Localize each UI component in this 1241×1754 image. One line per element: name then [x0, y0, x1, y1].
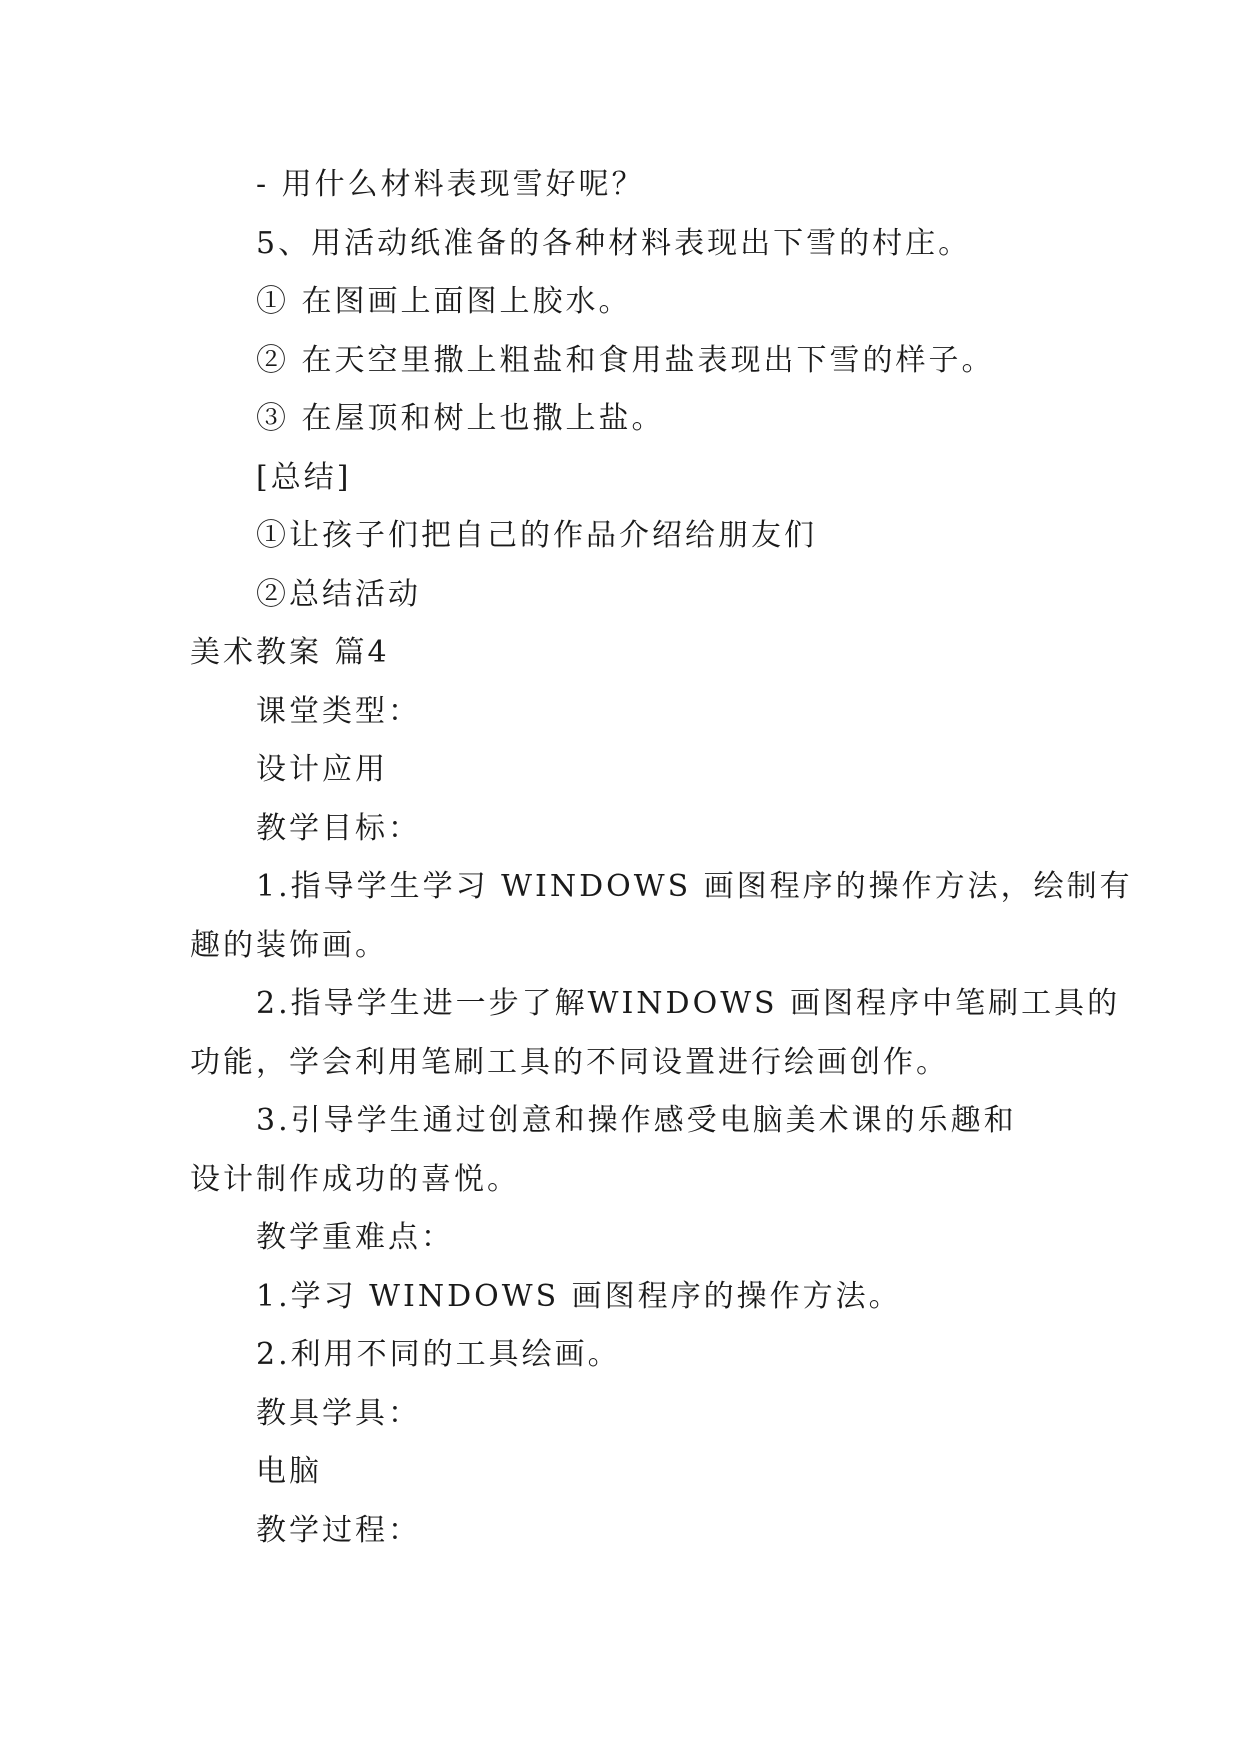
section-heading: [总结] — [256, 460, 352, 495]
text-line: 课堂类型： — [256, 694, 421, 729]
text-line: 功能，学会利用笔刷工具的不同设置进行绘画创作。 — [190, 1045, 949, 1080]
text-line: 教学目标： — [256, 811, 421, 846]
text-line: 5、用活动纸准备的各种材料表现出下雪的村庄。 — [256, 226, 972, 261]
text-line: ③ 在屋顶和树上也撒上盐。 — [256, 401, 665, 436]
text-line: ②总结活动 — [256, 577, 421, 612]
text-line: 1.指导学生学习 WINDOWS 画图程序的操作方法，绘制有 — [256, 869, 1133, 904]
text-line: ①让孩子们把自己的作品介绍给朋友们 — [256, 518, 817, 553]
section-title: 美术教案 篇4 — [190, 635, 390, 670]
text-line: 2.指导学生进一步了解WINDOWS 画图程序中笔刷工具的 — [256, 986, 1121, 1021]
text-line: 2.利用不同的工具绘画。 — [256, 1337, 621, 1372]
text-line: 教具学具： — [256, 1396, 421, 1431]
text-line: 电脑 — [256, 1454, 322, 1489]
text-line: ② 在天空里撒上粗盐和食用盐表现出下雪的样子。 — [256, 343, 995, 378]
text-line: - 用什么材料表现雪好呢？ — [256, 167, 645, 202]
text-line: 3.引导学生通过创意和操作感受电脑美术课的乐趣和 — [256, 1103, 1017, 1138]
text-line: ① 在图画上面图上胶水。 — [256, 284, 632, 319]
text-line: 教学重难点： — [256, 1220, 454, 1255]
text-line: 教学过程： — [256, 1513, 421, 1548]
text-line: 趣的装饰画。 — [190, 928, 388, 963]
text-line: 设计应用 — [256, 752, 388, 787]
text-line: 设计制作成功的喜悦。 — [190, 1162, 520, 1197]
text-line: 1.学习 WINDOWS 画图程序的操作方法。 — [256, 1279, 902, 1314]
